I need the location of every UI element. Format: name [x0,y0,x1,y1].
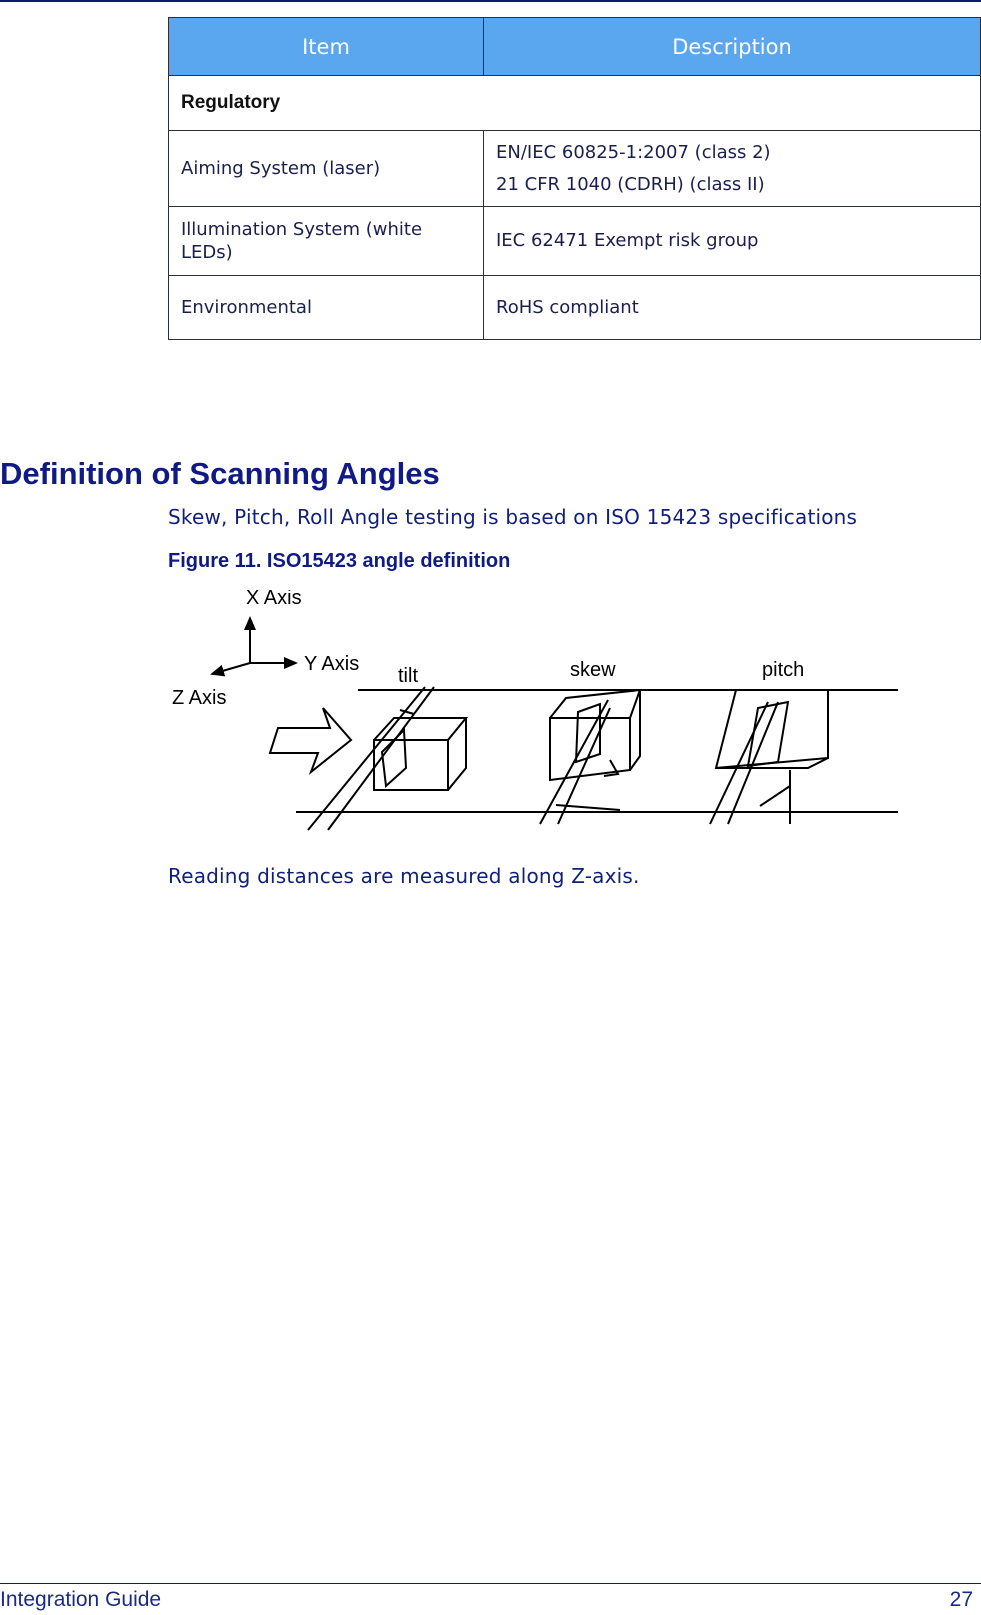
section-heading: Definition of Scanning Angles [0,456,440,491]
cell-description [484,207,981,276]
spec-table [168,17,981,340]
page-number: 27 [949,1588,973,1611]
table-row [169,131,981,207]
tilt-label: tilt [398,665,418,687]
cell-item: Aiming System (laser) [169,131,484,207]
y-axis-label: Y Axis [304,653,360,675]
footer-title: Integration Guide [0,1588,162,1611]
reading-distance-note: Reading distances are measured along Z-axis. [168,864,640,888]
description-line: EN/IEC 60825-1:2007 (class 2) [496,141,771,163]
table-row [169,276,981,340]
pitch-box [716,690,828,768]
cell-description [484,131,981,207]
header-description: Description [484,18,981,76]
cell-description [484,276,981,340]
tilt-label-plane [382,730,406,786]
direction-arrow-shape [270,708,351,772]
figure-caption: Figure 11. ISO15423 angle definition [168,550,511,572]
description-line: IEC 62471 Exempt risk group [496,230,759,251]
angle-definition-figure [168,590,908,846]
section-regulatory: Regulatory [169,76,981,131]
x-axis-label: X Axis [246,590,302,609]
table-row [169,207,981,276]
table-header-row [169,18,981,76]
pitch-label: pitch [762,659,805,681]
z-axis-arrow [212,663,250,674]
z-axis-label: Z Axis [172,687,227,709]
header-item: Item [169,18,484,76]
intro-text: Skew, Pitch, Roll Angle testing is based on ISO 15423 specifications [168,505,858,529]
cell-item: Illumination System (white LEDs) [169,207,484,276]
pitch-label-plane [748,702,788,766]
table-section-row [169,76,981,131]
skew-box [550,690,640,780]
cell-item: Environmental [169,276,484,340]
footer-rule [0,1583,981,1584]
top-rule [0,0,981,2]
description-line: RoHS compliant [496,296,639,318]
description-line: 21 CFR 1040 (CDRH) (class II) [496,173,765,195]
tilt-box [374,718,466,790]
skew-label: skew [570,659,616,681]
